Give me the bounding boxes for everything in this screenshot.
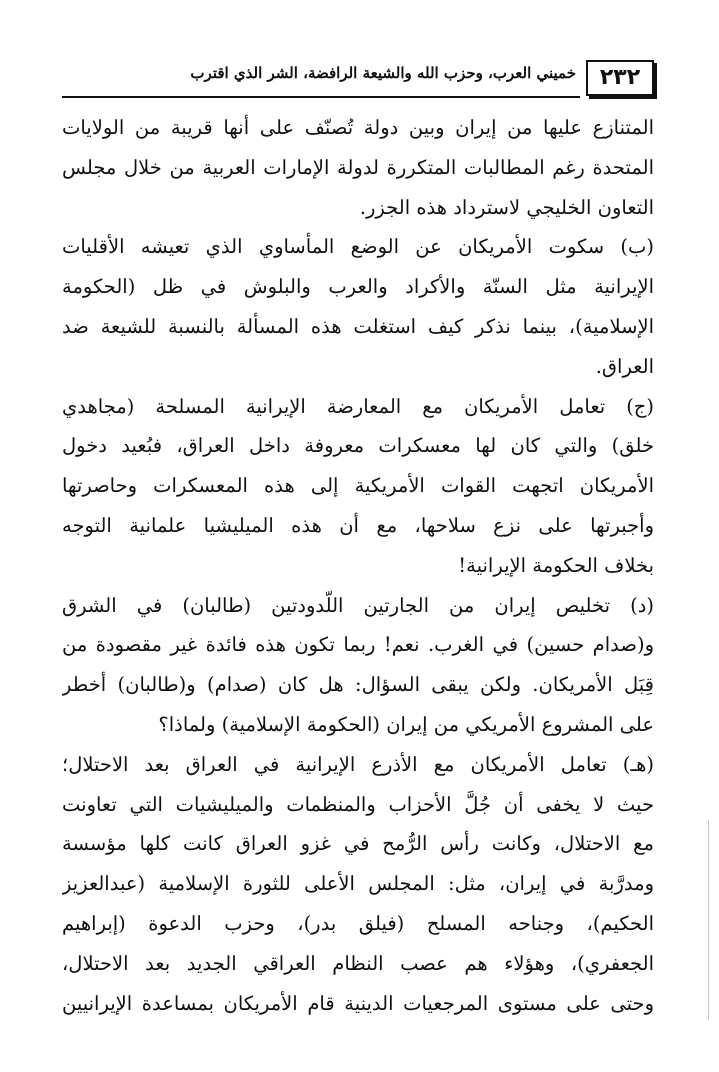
text-line: ومدرَّبة في إيران، مثل: المجلس الأعلى للثورة الإسلامية (عبدالعزيز: [62, 872, 654, 896]
text-line: (هـ) تعامل الأمريكان مع الأذرع الإيرانية في العراق بعد الاحتلال؛: [62, 752, 654, 776]
text-line: الإسلامية)، بينما نذكر كيف استغلت هذه المسألة بالنسبة للشيعة ضد: [62, 314, 654, 338]
body-text: [62, 108, 654, 1023]
text-line: المتحدة رغم المطالبات المتكررة لدولة الإمارات العربية من خلال مجلس: [62, 155, 654, 179]
text-line: (ب) سكوت الأمريكان عن الوضع المأساوي الذي تعيشه الأقليات: [62, 235, 654, 259]
text-line: الجعفري)، وهؤلاء هم عصب النظام العراقي الجديد بعد الاحتلال،: [62, 951, 654, 975]
text-line: حيث لا يخفى أن جُلَّ الأحزاب والمنظمات والميليشيات التي تعاونت: [62, 792, 654, 816]
text-line: (د) تخليص إيران من الجارتين اللّدودتين (طالبان) في الشرق: [62, 593, 654, 617]
text-line: الحكيم)، وجناحه المسلح (فيلق بدر)، وحزب الدعوة (إبراهيم: [62, 911, 654, 935]
page-edge-mark: [708, 820, 709, 1020]
text-line: الأمريكان اتجهت القوات الأمريكية إلى هذه المعسكرات وحاصرتها: [62, 474, 654, 498]
text-line: الإيرانية مثل السنّة والأكراد والعرب والبلوش في ظل (الحكومة: [62, 275, 654, 299]
text-line: بخلاف الحكومة الإيرانية!: [458, 553, 654, 577]
text-line: على المشروع الأمريكي من إيران (الحكومة الإسلامية) ولماذا؟: [158, 712, 654, 736]
text-line: وأجبرتها على نزع سلاحها، مع أن هذه الميليشيا علمانية التوجه: [62, 513, 654, 537]
text-line: العراق.: [595, 354, 654, 378]
running-title: خميني العرب، وحزب الله والشيعة الرافضة، الشر الذي اقترب: [190, 64, 576, 82]
text-line: خلق) والتي كان لها معسكرات معروفة داخل العراق، فبُعيد دخول: [62, 434, 654, 458]
page-number-box: ٢٣٢: [586, 60, 654, 96]
text-line: المتنازع عليها من إيران وبين دولة تُصنّف على أنها قريبة من الولايات: [62, 116, 654, 139]
page-header: [62, 58, 654, 98]
text-line: مع الاحتلال، وكانت رأس الرُّمح في غزو العراق كانت كلها مؤسسة: [62, 832, 654, 856]
text-line: (ج) تعامل الأمريكان مع المعارضة الإيرانية المسلحة (مجاهدي: [62, 394, 654, 418]
text-line: التعاون الخليجي لاسترداد هذه الجزر.: [359, 195, 654, 219]
text-line: قِبَل الأمريكان. ولكن يبقى السؤال: هل كان (صدام) و(طالبان) أخطر: [62, 673, 654, 697]
text-line: وحتى على مستوى المرجعيات الدينية قام الأمريكان بمساعدة الإيرانيين: [62, 991, 654, 1015]
header-rule: [62, 96, 580, 98]
text-line: و(صدام حسين) في الغرب. نعم! ربما تكون هذه فائدة غير مقصودة من: [62, 633, 654, 657]
